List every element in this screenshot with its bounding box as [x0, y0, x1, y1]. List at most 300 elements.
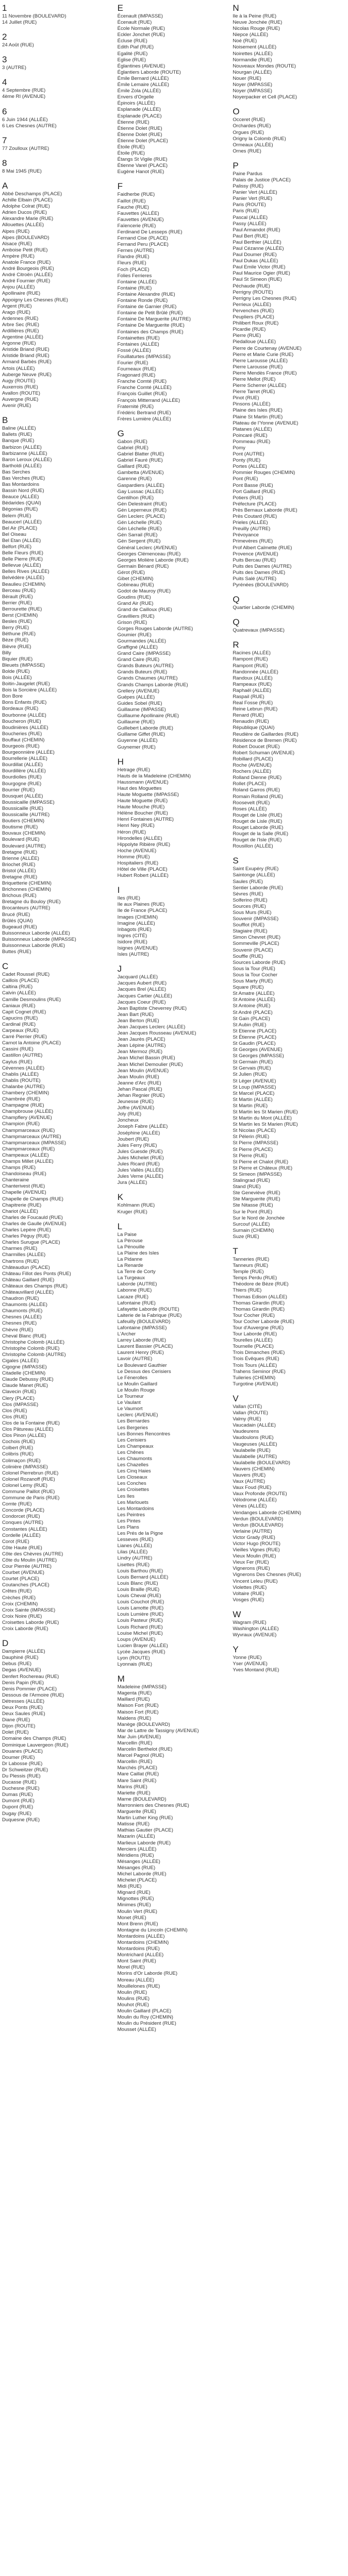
street-link[interactable]: Le Boulevard Gauthier: [117, 1362, 167, 1368]
street-link[interactable]: Joffre (AVENUE): [117, 1105, 155, 1111]
street-link[interactable]: Envers d'Orgelle: [117, 94, 154, 100]
street-link[interactable]: Étienne (RUE): [117, 119, 150, 125]
street-link[interactable]: Rouget de Lisle (RUE): [233, 818, 283, 824]
street-link[interactable]: Mésanges (RUE): [117, 1865, 156, 1871]
street-link[interactable]: Saules (RUE): [233, 878, 263, 885]
street-link[interactable]: Bel Etan (ALLÉE): [2, 537, 41, 544]
street-link[interactable]: Bourgogne (RUE): [2, 781, 42, 787]
street-link[interactable]: Bellevue (ALLÉE): [2, 563, 41, 569]
street-link[interactable]: Amboise Petit (RUE): [2, 247, 48, 253]
street-link[interactable]: Ste Marguerite (RUE): [233, 1196, 280, 1202]
street-link[interactable]: Pierre Mellot (RUE): [233, 376, 276, 382]
street-link[interactable]: Pierre Mendès France (RUE): [233, 370, 297, 376]
street-link[interactable]: Adolphe Colrat (RUE): [2, 204, 50, 210]
street-link[interactable]: Près Bernaux Laborde (RUE): [233, 507, 297, 513]
street-link[interactable]: Croisettes Laborde (RUE): [2, 1619, 59, 1625]
street-link[interactable]: Paul Doumer (RUE): [233, 252, 277, 258]
street-link[interactable]: Puits Bercau (RUE): [233, 557, 276, 563]
street-link[interactable]: Fontaine Ronde (RUE): [117, 298, 168, 304]
street-link[interactable]: Manège (BOULEVARD): [117, 1721, 170, 1727]
street-link[interactable]: Jean Jacques Rousseau (AVENUE): [117, 1030, 196, 1037]
street-link[interactable]: Bourgeonnière (ALLÉE): [2, 750, 55, 756]
street-link[interactable]: Fernand Peru (PLACE): [117, 242, 169, 248]
street-link[interactable]: Fourneaux (RUE): [117, 366, 156, 372]
street-link[interactable]: Fontainettes (RUE): [117, 335, 160, 341]
street-link[interactable]: République (QUAI): [233, 725, 275, 731]
street-link[interactable]: Champflery (AVENUE): [2, 1115, 52, 1121]
street-link[interactable]: Conques (AUTRE): [2, 1520, 43, 1526]
street-link[interactable]: Paris (RUE): [233, 208, 259, 214]
street-link[interactable]: Apollinaire (RUE): [2, 291, 41, 297]
street-link[interactable]: St Martin les St Marien (RUE): [233, 1122, 298, 1128]
street-link[interactable]: Lucien Brayer (ALLÉE): [117, 1642, 168, 1649]
street-link[interactable]: Chaumonts (ALLÉE): [2, 1302, 47, 1308]
street-link[interactable]: Charles de Gaulle (AVENUE): [2, 1221, 67, 1227]
street-link[interactable]: Belle Fleurs (RUE): [2, 550, 43, 556]
street-link[interactable]: Ballets (RUE): [2, 432, 32, 438]
street-link[interactable]: Surcouf (ALLÉE): [233, 1221, 270, 1227]
street-link[interactable]: Mouillelones (RUE): [117, 1983, 160, 1989]
street-link[interactable]: Étangs St Vigile (RUE): [117, 157, 168, 163]
street-link[interactable]: Charmes (RUE): [2, 1246, 38, 1252]
street-link[interactable]: Renard (RUE): [233, 713, 264, 719]
street-link[interactable]: Cadet Roussel (RUE): [2, 972, 50, 978]
street-link[interactable]: Sous la Tour Cocher: [233, 972, 278, 978]
street-link[interactable]: Ile aux Plaines (RUE): [117, 902, 165, 908]
street-link[interactable]: Laurent Bassier (PLACE): [117, 1344, 173, 1350]
street-link[interactable]: Appoigny Les Chesnes (RUE): [2, 297, 68, 303]
street-link[interactable]: Esplanade (ALLÉE): [117, 107, 161, 113]
street-link[interactable]: Soufflot (RUE): [233, 922, 265, 928]
street-link[interactable]: Écluse (RUE): [117, 38, 147, 44]
street-link[interactable]: Mar de Lattre de Tassigny (AVENUE): [117, 1727, 199, 1734]
street-link[interactable]: Robert Schuman (AVENUE): [233, 750, 295, 756]
street-link[interactable]: Mariette (RUE): [117, 1790, 151, 1796]
street-link[interactable]: Les Chazelles: [117, 1462, 148, 1468]
street-link[interactable]: St André (PLACE): [233, 1009, 273, 1015]
street-link[interactable]: Henri Fontaines (AUTRE): [117, 817, 174, 823]
street-link[interactable]: Champeaux (ALLÉE): [2, 1152, 49, 1158]
street-link[interactable]: Champbrouse (ALLÉE): [2, 1109, 54, 1115]
street-link[interactable]: Les Champeaux: [117, 1443, 154, 1449]
street-link[interactable]: Chapelle (AVENUE): [2, 1190, 46, 1196]
street-link[interactable]: Boutiers (CHEMIN): [2, 818, 45, 824]
street-link[interactable]: Gambetta (AVENUE): [117, 470, 164, 476]
street-link[interactable]: Lafontaine (RUE): [117, 1300, 156, 1306]
street-link[interactable]: Les Marlouets: [117, 1499, 148, 1505]
street-link[interactable]: Hetrage (RUE): [117, 767, 151, 773]
street-link[interactable]: Deux Ponts (RUE): [2, 1704, 43, 1710]
street-link[interactable]: St Simeon (IMPASSE): [233, 1171, 282, 1177]
street-link[interactable]: Le Tourneur: [117, 1394, 144, 1400]
street-link[interactable]: Origny la Colomb (RUE): [233, 135, 286, 142]
street-link[interactable]: Thiers (RUE): [233, 1287, 262, 1294]
street-link[interactable]: Aristide Briand (RUE): [2, 353, 49, 359]
street-link[interactable]: Magenta (RUE): [117, 1690, 152, 1697]
street-link[interactable]: Victor Grady (RUE): [233, 1534, 275, 1540]
street-link[interactable]: Louis Blanc (RUE): [117, 1580, 158, 1586]
street-link[interactable]: La Pidanne: [117, 1256, 143, 1262]
street-link[interactable]: Simon Chevret (RUE): [233, 935, 281, 941]
street-link[interactable]: Avallon (ROUTE): [2, 390, 40, 396]
street-link[interactable]: Commune Paillot (RUE): [2, 1488, 55, 1495]
street-link[interactable]: Alexandre Marie (RUE): [2, 216, 54, 222]
street-link[interactable]: Louis Pasteur (RUE): [117, 1618, 163, 1624]
street-link[interactable]: Ardillières (RUE): [2, 328, 39, 334]
street-link[interactable]: Laurent Henry (RUE): [117, 1350, 164, 1356]
street-link[interactable]: Neuve Jonchée (RUE): [233, 20, 283, 26]
street-link[interactable]: Temps Perdu (RUE): [233, 1275, 277, 1281]
street-link[interactable]: Mont Saint (RUE): [117, 1958, 156, 1964]
street-link[interactable]: Rouget Laborde (RUE): [233, 824, 284, 831]
street-link[interactable]: Citadelle (CHEMIN): [2, 1370, 46, 1377]
street-link[interactable]: Auxerrois (RUE): [2, 384, 38, 390]
street-link[interactable]: Moreau (ALLÉE): [117, 1977, 155, 1983]
street-link[interactable]: Gén Delestraint (RUE): [117, 501, 167, 507]
street-link[interactable]: Victor Hugo (ROUTE): [233, 1541, 280, 1547]
street-link[interactable]: Étoile (RUE): [117, 144, 145, 150]
street-link[interactable]: Rouget de Lisle (RUE): [233, 812, 283, 818]
street-link[interactable]: Voltaire (RUE): [233, 1590, 264, 1597]
street-link[interactable]: Faillot (RUE): [117, 198, 146, 204]
street-link[interactable]: Pierre de Courtenay (AVENUE): [233, 345, 302, 351]
street-link[interactable]: Perrieux (ALLÉE): [233, 301, 271, 308]
street-link[interactable]: Wyvraux (AVENUE): [233, 1632, 277, 1638]
street-link[interactable]: Prof Albert Calmette (RUE): [233, 545, 292, 551]
street-link[interactable]: Yonne (RUE): [233, 1655, 262, 1661]
street-link[interactable]: Carré Pierrier (RUE): [2, 1034, 47, 1040]
street-link[interactable]: Fossé (ALLÉE): [117, 347, 151, 353]
street-link[interactable]: Pont (AUTRE): [233, 451, 264, 457]
street-link[interactable]: Gén Léchelle (RUE): [117, 526, 162, 532]
street-link[interactable]: Chesnes (ALLÉE): [2, 1314, 42, 1320]
street-link[interactable]: Jean Berton (RUE): [117, 1018, 159, 1024]
street-link[interactable]: Fauche (RUE): [117, 204, 149, 210]
street-link[interactable]: Tour Cocher Laborde (RUE): [233, 1318, 294, 1325]
street-link[interactable]: Trahens Seminor (RUE): [233, 1368, 286, 1375]
street-link[interactable]: Les Bonnes Rencontres: [117, 1431, 171, 1437]
street-link[interactable]: Washington (ALLÉE): [233, 1626, 279, 1632]
street-link[interactable]: Ste Nitasse (RUE): [233, 1202, 273, 1209]
street-link[interactable]: Saintonge (ALLÉE): [233, 872, 275, 878]
street-link[interactable]: Jean Jaurès (PLACE): [117, 1037, 165, 1043]
street-link[interactable]: Monet (RUE): [117, 1914, 146, 1921]
street-link[interactable]: Clery (PLACE): [2, 1395, 35, 1401]
street-link[interactable]: Bartholdi (ALLÉE): [2, 463, 42, 469]
street-link[interactable]: Le Moulin Rouge: [117, 1387, 155, 1393]
street-link[interactable]: Sous Marty (RUE): [233, 978, 273, 985]
street-link[interactable]: Denfert Rochereau (RUE): [2, 1673, 59, 1680]
street-link[interactable]: Clos de la Fontaine (RUE): [2, 1420, 60, 1426]
street-link[interactable]: Louis Lamotte (RUE): [117, 1605, 164, 1612]
street-link[interactable]: Dauphiné (RUE): [2, 1655, 39, 1661]
street-link[interactable]: Pomy: [233, 445, 245, 451]
street-link[interactable]: Sur le Pont (RUE): [233, 1209, 273, 1215]
street-link[interactable]: Bas Serches: [2, 469, 30, 475]
street-link[interactable]: André Bourgeois (RUE): [2, 266, 54, 272]
street-link[interactable]: Lacaze (RUE): [117, 1294, 148, 1300]
street-link[interactable]: Douanes (PLACE): [2, 1748, 43, 1754]
street-link[interactable]: Kohlmann (RUE): [117, 1202, 155, 1209]
street-link[interactable]: Les Croisettes: [117, 1487, 149, 1493]
street-link[interactable]: Orgues (RUE): [233, 129, 264, 135]
street-link[interactable]: Nouveaux Mondes (ROUTE): [233, 63, 296, 69]
street-link[interactable]: Clavecin (RUE): [2, 1389, 37, 1395]
street-link[interactable]: Bel Oiseau: [2, 531, 26, 537]
street-link[interactable]: St Antoine (RUE): [233, 1003, 271, 1009]
street-link[interactable]: Moulin Gaillard (PLACE): [117, 2008, 172, 2014]
street-link[interactable]: Mignottes (RUE): [117, 1896, 154, 1902]
street-link[interactable]: Bourgeois (RUE): [2, 743, 40, 749]
street-link[interactable]: Montardoins (CHEMIN): [117, 1940, 169, 1945]
street-link[interactable]: Maillard (RUE): [117, 1697, 150, 1703]
street-link[interactable]: Labonne (RUE): [117, 1287, 152, 1294]
street-link[interactable]: Chablis (ALLÉE): [2, 1071, 39, 1077]
street-link[interactable]: La Paise: [117, 1231, 137, 1238]
street-link[interactable]: Bourrier (RUE): [2, 787, 35, 793]
street-link[interactable]: Péchaude (RUE): [233, 283, 270, 289]
street-link[interactable]: Leclerc (AVENUE): [117, 1412, 158, 1418]
street-link[interactable]: St Martin les St Marien (RUE): [233, 1109, 298, 1115]
street-link[interactable]: 8 Mai 1945 (RUE): [2, 168, 42, 174]
street-link[interactable]: Stand (RUE): [233, 1184, 261, 1190]
street-link[interactable]: Près Coutard (RUE): [233, 514, 277, 520]
street-link[interactable]: Vignerons Des Chesnes (RUE): [233, 1572, 301, 1578]
street-link[interactable]: Les Prés de la Pigne: [117, 1531, 163, 1537]
street-link[interactable]: Trois Dimanches (RUE): [233, 1350, 285, 1356]
street-link[interactable]: Mazarin (ALLÉE): [117, 1834, 155, 1840]
street-link[interactable]: Vallan (ROUTE): [233, 1410, 268, 1416]
street-link[interactable]: Vauvers (RUE): [233, 1472, 266, 1478]
street-link[interactable]: Abbé Deschamps (PLACE): [2, 191, 62, 197]
street-link[interactable]: Grand de Cailloux (RUE): [117, 607, 172, 613]
street-link[interactable]: St Georges (IMPASSE): [233, 1053, 284, 1059]
street-link[interactable]: Cigogne (IMPASSE): [2, 1364, 47, 1370]
street-link[interactable]: Eckler Jonchet (RUE): [117, 32, 165, 38]
street-link[interactable]: Thomas Girardin (RUE): [233, 1300, 285, 1306]
street-link[interactable]: Marins (RUE): [117, 1784, 147, 1790]
street-link[interactable]: Chandoiseau (RUE): [2, 1171, 46, 1177]
street-link[interactable]: Roosevelt (RUE): [233, 800, 270, 806]
street-link[interactable]: Ducasse (RUE): [2, 1780, 37, 1786]
street-link[interactable]: Capit Cognet (RUE): [2, 1009, 46, 1015]
street-link[interactable]: Domaine des Champs (RUE): [2, 1736, 67, 1742]
street-link[interactable]: Mare Caillat (RUE): [117, 1771, 159, 1777]
street-link[interactable]: Gentilhon (RUE): [117, 495, 154, 501]
street-link[interactable]: 3 (AUTRE): [2, 65, 26, 71]
street-link[interactable]: Barbizanne (ALLÉE): [2, 450, 47, 456]
street-link[interactable]: Pierre Scherrer (ALLÉE): [233, 383, 287, 389]
street-link[interactable]: Jean Moulin (RUE): [117, 1074, 159, 1080]
street-link[interactable]: Degas (AVENUE): [2, 1667, 41, 1673]
street-link[interactable]: Fragonard (RUE): [117, 372, 156, 379]
street-link[interactable]: Vaulabelle (BOULEVARD): [233, 1460, 290, 1466]
street-link[interactable]: Deux Saules (RUE): [2, 1711, 45, 1717]
street-link[interactable]: Tour Cocher (RUE): [233, 1312, 275, 1318]
street-link[interactable]: 6 Les Chesnes (AUTRE): [2, 123, 57, 129]
street-link[interactable]: Le Fénerolles: [117, 1375, 147, 1381]
street-link[interactable]: Rollet (PLACE): [233, 781, 267, 787]
street-link[interactable]: La Pénouille: [117, 1244, 145, 1250]
street-link[interactable]: Vaux Profonde (ROUTE): [233, 1491, 287, 1497]
street-link[interactable]: Gravilliers (RUE): [117, 613, 155, 619]
street-link[interactable]: St Martin du Mont (ALLÉE): [233, 1115, 292, 1122]
street-link[interactable]: Jehan Regnier (RUE): [117, 1093, 165, 1098]
street-link[interactable]: Lilas (ALLÉE): [117, 1549, 148, 1555]
street-link[interactable]: Lafontaine (IMPASSE): [117, 1325, 167, 1331]
street-link[interactable]: Détresses (ALLÉE): [2, 1698, 45, 1704]
street-link[interactable]: Côte des Chèvres (AUTRE): [2, 1551, 63, 1557]
street-link[interactable]: Guillebert Laborde (RUE): [117, 725, 173, 732]
street-link[interactable]: Jean Michel Bassin (RUE): [117, 1055, 175, 1061]
street-link[interactable]: La Plaine des Isles: [117, 1250, 159, 1256]
street-link[interactable]: Imagine (ALLÉE): [117, 920, 155, 926]
street-link[interactable]: St Pierre et Châteux (RUE): [233, 1165, 293, 1171]
street-link[interactable]: Les Bernardes: [117, 1418, 150, 1425]
street-link[interactable]: Lesseves (RUE): [117, 1537, 154, 1543]
street-link[interactable]: Duchesne (RUE): [2, 1786, 40, 1792]
street-link[interactable]: Berst (CHEMIN): [2, 613, 38, 619]
street-link[interactable]: Colinière (IMPASSE): [2, 1464, 48, 1470]
street-link[interactable]: Primevères (RUE): [233, 538, 273, 545]
street-link[interactable]: Colibris (RUE): [2, 1451, 34, 1458]
street-link[interactable]: Roses (ALLÉE): [233, 806, 267, 812]
street-link[interactable]: Méridiens (RUE): [117, 1852, 154, 1858]
street-link[interactable]: Jean Lépine (AUTRE): [117, 1043, 166, 1049]
street-link[interactable]: Stagiaire (RUE): [233, 928, 268, 935]
street-link[interactable]: Les Plans: [117, 1524, 139, 1530]
street-link[interactable]: Grands Buteurs (RUE): [117, 669, 168, 675]
street-link[interactable]: Paul Berthier (ALLÉE): [233, 239, 281, 245]
street-link[interactable]: St Étienne (PLACE): [233, 1034, 277, 1040]
street-link[interactable]: Colonel Pierrebrun (RUE): [2, 1470, 59, 1476]
street-link[interactable]: Colbert (RUE): [2, 1445, 34, 1451]
street-link[interactable]: Jules Ricard (RUE): [117, 1161, 160, 1167]
street-link[interactable]: Dumas (RUE): [2, 1792, 33, 1798]
street-link[interactable]: Croix Noire (RUE): [2, 1613, 42, 1619]
street-link[interactable]: Faïencerie (RUE): [117, 223, 156, 229]
street-link[interactable]: Besles (RUE): [2, 619, 32, 625]
street-link[interactable]: Sous la Tour (RUE): [233, 965, 275, 972]
street-link[interactable]: Croix (CHEMIN): [2, 1601, 38, 1607]
street-link[interactable]: Sources Laborde (RUE): [233, 959, 286, 965]
street-link[interactable]: Jura (ALLÉE): [117, 1180, 147, 1186]
street-link[interactable]: Ardennes (RUE): [2, 315, 39, 321]
street-link[interactable]: Goudins (RUE): [117, 595, 151, 601]
street-link[interactable]: Madeleine (IMPASSE): [117, 1684, 167, 1690]
street-link[interactable]: Brichonnes (CHEMIN): [2, 887, 51, 893]
street-link[interactable]: Chambrée (RUE): [2, 1096, 41, 1103]
street-link[interactable]: St Nicolas (PLACE): [233, 1128, 276, 1134]
street-link[interactable]: Fontaines des Champs (RUE): [117, 329, 184, 335]
street-link[interactable]: Lavoir (AUTRE): [117, 1356, 153, 1362]
street-link[interactable]: Cordelle (ALLÉE): [2, 1532, 41, 1538]
street-link[interactable]: Beaucerl (ALLÉE): [2, 519, 42, 525]
street-link[interactable]: Champagne (RUE): [2, 1103, 44, 1109]
street-link[interactable]: Souvenir (PLACE): [233, 947, 273, 953]
street-link[interactable]: Vieilles Vignes (RUE): [233, 1547, 280, 1553]
street-link[interactable]: Berrourette (RUE): [2, 606, 42, 612]
street-link[interactable]: Pommier Rouges (CHEMIN): [233, 470, 295, 476]
street-link[interactable]: Quatrevaux (IMPASSE): [233, 628, 285, 634]
street-link[interactable]: Dr Schweitzer (RUE): [2, 1767, 48, 1773]
street-link[interactable]: Vaux Foud (RUE): [233, 1485, 272, 1491]
street-link[interactable]: Charles Lepère (RUE): [2, 1227, 51, 1233]
street-link[interactable]: Bourrellerie (ALLÉE): [2, 756, 47, 762]
street-link[interactable]: Bousquet (ALLÉE): [2, 793, 43, 799]
street-link[interactable]: Vieux Moulin (RUE): [233, 1553, 276, 1560]
street-link[interactable]: Bégonias (RUE): [2, 506, 38, 513]
street-link[interactable]: Bons Enfants (RUE): [2, 700, 47, 706]
street-link[interactable]: St Pierre (PLACE): [233, 1146, 273, 1153]
street-link[interactable]: Verdun (BOULEVARD): [233, 1522, 284, 1528]
street-link[interactable]: Cassini (RUE): [2, 1046, 34, 1053]
street-link[interactable]: Turgotine (AVENUE): [233, 1381, 278, 1387]
street-link[interactable]: Rampeaux (RUE): [233, 681, 272, 687]
street-link[interactable]: Du Plessis (RUE): [2, 1773, 41, 1779]
street-link[interactable]: Pierre et Marie Curie (RUE): [233, 351, 294, 358]
street-link[interactable]: St Loup (IMPASSE): [233, 1084, 276, 1090]
street-link[interactable]: Gourmandes (ALLÉE): [117, 638, 167, 644]
street-link[interactable]: Germain Bénard (RUE): [117, 563, 169, 569]
street-link[interactable]: Cardinal (RUE): [2, 1021, 36, 1027]
street-link[interactable]: Ornes (RUE): [233, 148, 261, 154]
street-link[interactable]: Denis Pommier (PLACE): [2, 1686, 57, 1692]
street-link[interactable]: Guynemer (RUE): [117, 744, 156, 750]
street-link[interactable]: Dumont (RUE): [2, 1798, 35, 1804]
street-link[interactable]: Guépes (ALLÉE): [117, 694, 155, 700]
street-link[interactable]: Bièvre (RUE): [2, 643, 31, 650]
street-link[interactable]: Haut des Moguettes: [117, 785, 162, 791]
street-link[interactable]: Nourgan (ALLÉE): [233, 69, 272, 75]
street-link[interactable]: Sommeville (PLACE): [233, 941, 279, 947]
street-link[interactable]: Charmilles (ALLÉE): [2, 1252, 46, 1258]
street-link[interactable]: Jean Baptiste Cheverrey (RUE): [117, 1005, 187, 1011]
street-link[interactable]: Côte Haute (RUE): [2, 1545, 42, 1551]
street-link[interactable]: Vaulabelle (RUE): [233, 1447, 271, 1453]
street-link[interactable]: Boussicaille (AUTRE): [2, 812, 50, 818]
street-link[interactable]: Ferdinand De Lesseps (RUE): [117, 229, 183, 235]
street-link[interactable]: Dolet (RUE): [2, 1730, 29, 1736]
street-link[interactable]: Tour Laborde (RUE): [233, 1331, 277, 1337]
street-link[interactable]: Les Conches: [117, 1481, 146, 1487]
street-link[interactable]: Philibert Roux (RUE): [233, 320, 279, 327]
street-link[interactable]: Christophe Colomb (ALLÉE): [2, 1339, 65, 1345]
street-link[interactable]: Quartier Laborde (CHEMIN): [233, 605, 294, 611]
street-link[interactable]: Dampierre (ALLÉE): [2, 1649, 45, 1655]
street-link[interactable]: Dupont (RUE): [2, 1804, 34, 1810]
street-link[interactable]: Églantiers Laborde (ROUTE): [117, 69, 181, 75]
street-link[interactable]: Lyon (ROUTE): [117, 1655, 150, 1661]
street-link[interactable]: Jeanne d'Arc (RUE): [117, 1080, 161, 1086]
street-link[interactable]: Vieux Fer (RUE): [233, 1560, 269, 1566]
street-link[interactable]: Clos (IMPASSE): [2, 1401, 39, 1408]
street-link[interactable]: Ormeaux (ALLÉE): [233, 142, 273, 148]
street-link[interactable]: 4ème RI (AVENUE): [2, 94, 46, 100]
street-link[interactable]: L'Archer: [117, 1331, 136, 1337]
street-link[interactable]: Gaspardiers (ALLÉE): [117, 482, 164, 488]
street-link[interactable]: Perrigny Les Chesnes (RUE): [233, 295, 297, 301]
street-link[interactable]: Provence (AVENUE): [233, 551, 278, 557]
street-link[interactable]: Gabriel Fauré (RUE): [117, 457, 163, 464]
street-link[interactable]: Chapelle de Champs (RUE): [2, 1196, 63, 1202]
street-link[interactable]: St Georges (AVENUE): [233, 1047, 283, 1053]
street-link[interactable]: Maldens (RUE): [117, 1715, 152, 1721]
street-link[interactable]: Héron (RUE): [117, 829, 146, 835]
street-link[interactable]: Larrey Laborde (RUE): [117, 1337, 167, 1344]
street-link[interactable]: Images (CHEMIN): [117, 914, 158, 920]
street-link[interactable]: Racines (ALLÉE): [233, 650, 271, 656]
